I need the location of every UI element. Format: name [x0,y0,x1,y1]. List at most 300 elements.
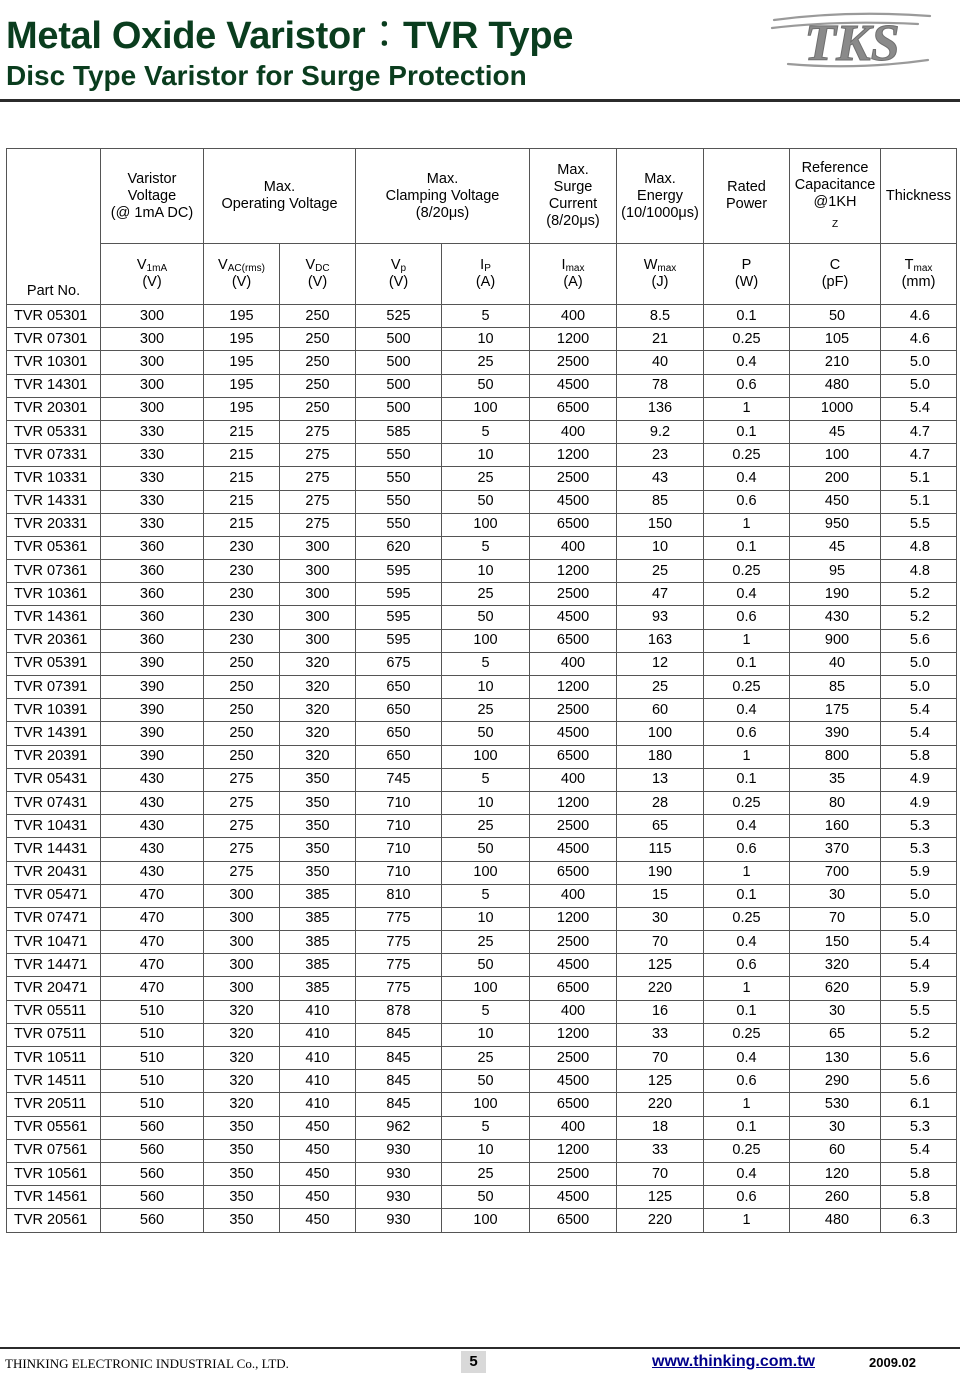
table-row [7,768,957,791]
table-cell: 620 [790,977,881,1000]
table-cell: 360 [101,629,204,652]
table-cell: 350 [280,791,356,814]
table-cell: 430 [101,768,204,791]
table-cell: 275 [280,420,356,443]
table-cell: 320 [204,1070,280,1093]
table-cell: 40 [790,652,881,675]
table-cell: 320 [204,1000,280,1023]
table-cell: 400 [530,884,617,907]
table-cell: 560 [101,1162,204,1185]
table-cell: 10 [442,1023,530,1046]
table-cell: 5.4 [881,1139,957,1162]
table-cell: 550 [356,490,442,513]
table-row [7,420,957,443]
part-number-cell: TVR 05331 [7,420,101,443]
part-number-cell: TVR 20471 [7,977,101,1000]
table-cell: 710 [356,838,442,861]
table-cell: 650 [356,676,442,699]
part-number-cell: TVR 05511 [7,1000,101,1023]
table-cell: 500 [356,351,442,374]
table-cell: 5.8 [881,745,957,768]
part-number-cell: TVR 14561 [7,1186,101,1209]
table-cell: 6.3 [881,1209,957,1232]
table-cell: 0.25 [704,1023,790,1046]
table-cell: 50 [442,722,530,745]
table-cell: 78 [617,374,704,397]
part-number-cell: TVR 14391 [7,722,101,745]
table-cell: 470 [101,954,204,977]
table-cell: 5.4 [881,954,957,977]
table-cell: 0.6 [704,374,790,397]
table-cell: 385 [280,977,356,1000]
table-cell: 0.1 [704,305,790,328]
table-cell: 250 [280,305,356,328]
table-cell: 0.4 [704,351,790,374]
table-cell: 320 [280,676,356,699]
table-cell: 710 [356,861,442,884]
table-cell: 100 [790,444,881,467]
table-row [7,444,957,467]
table-cell: 5.0 [881,884,957,907]
part-number-cell: TVR 10331 [7,467,101,490]
table-cell: 1 [704,629,790,652]
part-number-cell: TVR 10301 [7,351,101,374]
table-cell: 275 [204,791,280,814]
table-cell: 6500 [530,977,617,1000]
table-cell: 510 [101,1093,204,1116]
table-cell: 220 [617,1209,704,1232]
table-cell: 23 [617,444,704,467]
footer-date: 2009.02 [869,1355,916,1370]
table-cell: 320 [280,699,356,722]
table-cell: 2500 [530,583,617,606]
table-cell: 390 [101,722,204,745]
table-row [7,1070,957,1093]
symbol-header: $V_p$ (V) [356,244,442,305]
table-cell: 50 [442,490,530,513]
table-cell: 450 [280,1116,356,1139]
table-row [7,652,957,675]
table-cell: 550 [356,467,442,490]
table-cell: 220 [617,977,704,1000]
table-cell: 620 [356,536,442,559]
table-cell: 1 [704,977,790,1000]
table-cell: 360 [101,536,204,559]
table-cell: 350 [280,768,356,791]
table-cell: 350 [204,1186,280,1209]
table-row [7,328,957,351]
table-cell: 4500 [530,954,617,977]
table-cell: 300 [204,931,280,954]
part-number-cell: TVR 10431 [7,815,101,838]
table-cell: 330 [101,467,204,490]
table-cell: 275 [280,444,356,467]
table-cell: 250 [204,652,280,675]
table-cell: 5.0 [881,676,957,699]
table-cell: 215 [204,420,280,443]
table-cell: 320 [280,652,356,675]
table-cell: 0.25 [704,328,790,351]
table-cell: 40 [617,351,704,374]
table-cell: 0.6 [704,490,790,513]
table-cell: 320 [280,722,356,745]
part-number-cell: TVR 10471 [7,931,101,954]
table-cell: 2500 [530,931,617,954]
table-cell: 330 [101,444,204,467]
table-cell: 175 [790,699,881,722]
table-cell: 100 [442,629,530,652]
table-cell: 0.25 [704,676,790,699]
table-cell: 100 [442,745,530,768]
table-cell: 510 [101,1023,204,1046]
table-cell: 100 [617,722,704,745]
table-cell: 30 [790,884,881,907]
page-number: 5 [461,1351,486,1373]
table-cell: 230 [204,536,280,559]
table-cell: 195 [204,328,280,351]
table-cell: 2500 [530,467,617,490]
table-cell: 500 [356,374,442,397]
table-cell: 50 [442,838,530,861]
part-number-cell: TVR 07561 [7,1139,101,1162]
table-row [7,791,957,814]
header-thickness: Thickness [881,149,957,244]
table-cell: 320 [790,954,881,977]
table-cell: 2500 [530,351,617,374]
footer-divider [0,1347,960,1349]
table-row [7,536,957,559]
table-cell: 4.9 [881,791,957,814]
table-cell: 300 [204,907,280,930]
table-cell: 560 [101,1186,204,1209]
table-cell: 215 [204,467,280,490]
table-cell: 4.7 [881,420,957,443]
table-cell: 5.0 [881,652,957,675]
part-number-cell: TVR 14331 [7,490,101,513]
table-cell: 10 [442,560,530,583]
table-cell: 25 [617,560,704,583]
table-cell: 300 [204,977,280,1000]
table-cell: 930 [356,1162,442,1185]
table-row [7,560,957,583]
table-cell: 560 [101,1116,204,1139]
table-cell: 560 [101,1139,204,1162]
table-cell: 10 [442,1139,530,1162]
table-cell: 5.1 [881,490,957,513]
table-cell: 800 [790,745,881,768]
part-number-cell: TVR 20391 [7,745,101,768]
table-row [7,884,957,907]
part-number-cell: TVR 05301 [7,305,101,328]
header-varistor-voltage: Varistor Voltage (@ 1mA DC) [101,149,204,244]
table-cell: 480 [790,374,881,397]
part-number-cell: TVR 07331 [7,444,101,467]
table-cell: 0.6 [704,606,790,629]
table-row [7,1000,957,1023]
table-cell: 60 [617,699,704,722]
table-row [7,606,957,629]
table-row [7,1023,957,1046]
table-cell: 0.25 [704,907,790,930]
table-cell: 470 [101,977,204,1000]
part-number-cell: TVR 20431 [7,861,101,884]
table-cell: 6500 [530,1093,617,1116]
table-cell: 230 [204,560,280,583]
part-number-cell: TVR 14361 [7,606,101,629]
table-cell: 5.0 [881,351,957,374]
table-cell: 430 [101,861,204,884]
table-cell: 320 [204,1093,280,1116]
table-cell: 710 [356,791,442,814]
table-cell: 1 [704,1209,790,1232]
table-cell: 950 [790,513,881,536]
table-cell: 195 [204,305,280,328]
table-cell: 320 [204,1023,280,1046]
page-subtitle: Disc Type Varistor for Surge Protection [6,60,527,91]
table-cell: 775 [356,907,442,930]
part-number-cell: TVR 10561 [7,1162,101,1185]
table-cell: 5.9 [881,861,957,884]
table-cell: 400 [530,652,617,675]
table-cell: 80 [790,791,881,814]
table-cell: 25 [442,583,530,606]
table-cell: 350 [204,1209,280,1232]
table-cell: 33 [617,1023,704,1046]
table-cell: 5.8 [881,1186,957,1209]
table-cell: 230 [204,629,280,652]
table-row [7,1209,957,1232]
table-cell: 410 [280,1023,356,1046]
table-cell: 450 [280,1209,356,1232]
table-cell: 4.6 [881,305,957,328]
table-cell: 6500 [530,745,617,768]
table-row [7,490,957,513]
part-number-cell: TVR 05361 [7,536,101,559]
table-cell: 700 [790,861,881,884]
table-cell: 775 [356,931,442,954]
table-cell: 350 [280,838,356,861]
table-row [7,1116,957,1139]
table-cell: 230 [204,583,280,606]
table-cell: 215 [204,444,280,467]
table-cell: 962 [356,1116,442,1139]
table-cell: 6.1 [881,1093,957,1116]
table-cell: 0.6 [704,954,790,977]
table-cell: 410 [280,1047,356,1070]
table-cell: 70 [617,931,704,954]
table-cell: 5.0 [881,374,957,397]
table-cell: 25 [617,676,704,699]
symbol-header: $I_{max}$ (A) [530,244,617,305]
table-cell: 550 [356,513,442,536]
table-cell: 195 [204,351,280,374]
table-cell: 21 [617,328,704,351]
table-cell: 300 [280,536,356,559]
table-cell: 4500 [530,490,617,513]
table-cell: 5.2 [881,606,957,629]
table-cell: 4500 [530,1186,617,1209]
table-cell: 5.5 [881,513,957,536]
footer-company: THINKING ELECTRONIC INDUSTRIAL Co., LTD. [5,1356,289,1371]
table-cell: 470 [101,931,204,954]
header-energy: Max. Energy (10/1000μs) [617,149,704,244]
table-cell: 0.1 [704,884,790,907]
table-cell: 47 [617,583,704,606]
part-number-cell: TVR 20301 [7,397,101,420]
part-number-cell: TVR 10511 [7,1047,101,1070]
table-cell: 550 [356,444,442,467]
symbol-header: $I_P$ (A) [442,244,530,305]
table-cell: 0.1 [704,1000,790,1023]
table-cell: 1 [704,513,790,536]
table-cell: 775 [356,977,442,1000]
table-cell: 1000 [790,397,881,420]
table-row [7,838,957,861]
table-cell: 390 [101,745,204,768]
table-cell: 845 [356,1047,442,1070]
table-cell: 500 [356,397,442,420]
table-cell: 300 [280,606,356,629]
table-cell: 510 [101,1000,204,1023]
table-cell: 28 [617,791,704,814]
table-cell: 120 [790,1162,881,1185]
table-cell: 6500 [530,1209,617,1232]
table-cell: 25 [442,815,530,838]
table-cell: 2500 [530,699,617,722]
table-cell: 195 [204,397,280,420]
table-cell: 430 [101,791,204,814]
table-cell: 300 [280,629,356,652]
table-cell: 360 [101,583,204,606]
table-row [7,467,957,490]
table-cell: 1 [704,397,790,420]
website-link[interactable]: www.thinking.com.tw [652,1353,815,1370]
table-cell: 25 [442,467,530,490]
table-cell: 190 [617,861,704,884]
table-cell: 5 [442,536,530,559]
table-row [7,374,957,397]
table-cell: 0.25 [704,560,790,583]
table-cell: 878 [356,1000,442,1023]
table-cell: 2500 [530,1162,617,1185]
table-cell: 43 [617,467,704,490]
table-cell: 745 [356,768,442,791]
header-capacitance: Reference Capacitance @1KH $_Z$ [790,149,881,244]
table-cell: 65 [790,1023,881,1046]
table-cell: 4500 [530,606,617,629]
table-row [7,583,957,606]
table-cell: 50 [442,606,530,629]
table-cell: 430 [101,838,204,861]
table-row [7,1139,957,1162]
table-cell: 300 [101,305,204,328]
table-cell: 50 [790,305,881,328]
part-number-cell: TVR 05391 [7,652,101,675]
varistor-spec-table [6,148,957,1233]
table-cell: 5.9 [881,977,957,1000]
table-cell: 350 [204,1162,280,1185]
table-cell: 5.3 [881,1116,957,1139]
table-cell: 6500 [530,513,617,536]
table-cell: 30 [617,907,704,930]
table-cell: 70 [790,907,881,930]
table-cell: 9.2 [617,420,704,443]
table-cell: 25 [442,351,530,374]
table-cell: 250 [280,351,356,374]
table-cell: 530 [790,1093,881,1116]
table-cell: 385 [280,907,356,930]
table-row [7,954,957,977]
table-body [7,305,957,1233]
table-cell: 5 [442,768,530,791]
table-cell: 260 [790,1186,881,1209]
table-cell: 2500 [530,815,617,838]
part-number-cell: TVR 05431 [7,768,101,791]
table-cell: 0.4 [704,931,790,954]
table-cell: 4.6 [881,328,957,351]
table-cell: 10 [442,676,530,699]
table-cell: 250 [204,676,280,699]
table-cell: 6500 [530,861,617,884]
table-cell: 350 [204,1139,280,1162]
table-cell: 1200 [530,328,617,351]
table-cell: 33 [617,1139,704,1162]
table-cell: 5.6 [881,1047,957,1070]
table-cell: 25 [442,1162,530,1185]
table-cell: 275 [204,768,280,791]
table-cell: 5 [442,884,530,907]
table-row [7,351,957,374]
table-cell: 300 [204,884,280,907]
header-surge-current: Max. Surge Current (8/20μs) [530,149,617,244]
table-cell: 5 [442,652,530,675]
table-cell: 500 [356,328,442,351]
table-cell: 230 [204,606,280,629]
table-row [7,513,957,536]
table-cell: 5 [442,1116,530,1139]
table-cell: 8.5 [617,305,704,328]
table-cell: 5.3 [881,815,957,838]
table-cell: 2500 [530,1047,617,1070]
table-cell: 1200 [530,676,617,699]
symbol-header: P (W) [704,244,790,305]
part-number-cell: TVR 05561 [7,1116,101,1139]
table-cell: 5.0 [881,907,957,930]
table-cell: 275 [280,513,356,536]
table-row [7,305,957,328]
table-cell: 430 [101,815,204,838]
table-cell: 330 [101,420,204,443]
table-cell: 0.25 [704,444,790,467]
table-cell: 400 [530,1116,617,1139]
page-title: Metal Oxide Varistor︰TVR Type [6,15,574,57]
table-row [7,815,957,838]
table-cell: 100 [442,1209,530,1232]
table-cell: 0.6 [704,722,790,745]
symbol-header: $V_{DC}$ (V) [280,244,356,305]
part-number-cell: TVR 14471 [7,954,101,977]
symbol-header: $V_{1mA}$ (V) [101,244,204,305]
table-cell: 0.25 [704,1139,790,1162]
table-cell: 150 [617,513,704,536]
table-cell: 100 [442,513,530,536]
table-cell: 93 [617,606,704,629]
table-cell: 1200 [530,560,617,583]
table-cell: 390 [101,699,204,722]
table-cell: 250 [280,328,356,351]
table-cell: 30 [790,1000,881,1023]
table-cell: 125 [617,954,704,977]
